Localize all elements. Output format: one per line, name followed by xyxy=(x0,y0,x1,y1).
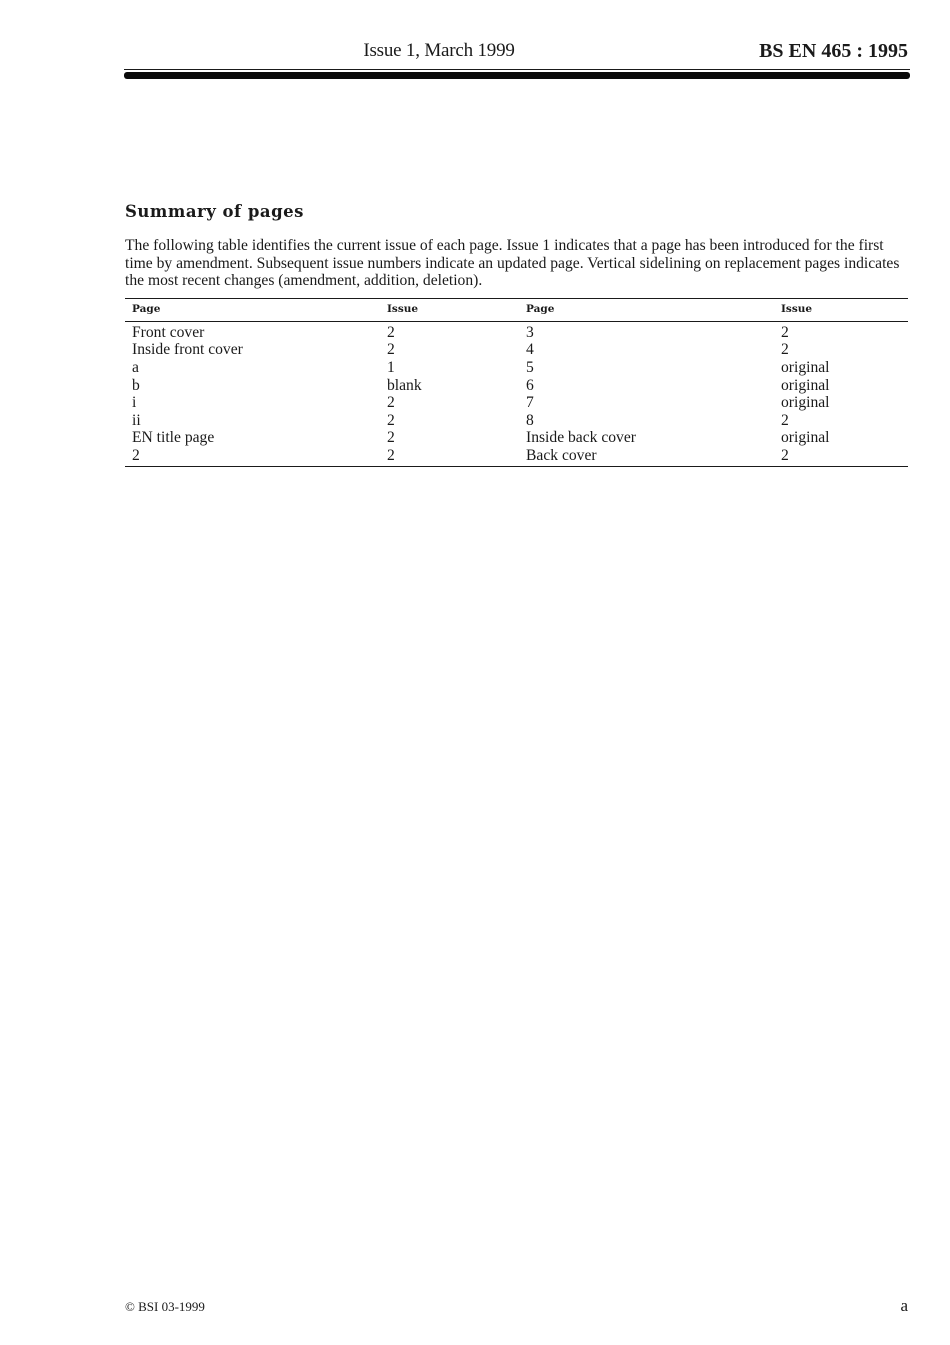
table-cell: 8 xyxy=(526,411,534,429)
summary-section xyxy=(125,202,908,467)
table-row xyxy=(125,447,908,466)
table-cell: 7 xyxy=(526,394,534,412)
table-cell: 2 xyxy=(781,341,789,359)
intro-paragraph: The following table identifies the current issue of each page. Issue 1 indicates that a page has been introduced for the first time by amendment. Subsequent issue numbers indicate an updated page. Vertical sidelining on replacement pages indicates the most recent changes (amendment, addition, deletion). xyxy=(125,237,900,290)
table-cell: 1 xyxy=(387,358,395,376)
table-cell: 2 xyxy=(387,429,395,447)
table-cell: original xyxy=(781,429,830,447)
table-cell: 6 xyxy=(526,376,534,394)
summary-table xyxy=(125,298,908,467)
header-standard-number: BS EN 465 : 1995 xyxy=(759,40,908,62)
table-cell: 3 xyxy=(526,323,534,341)
footer-page-label: a xyxy=(900,1296,908,1315)
table-row xyxy=(125,412,908,430)
table-row xyxy=(125,359,908,377)
table-row xyxy=(125,341,908,359)
header-issue-2: Issue xyxy=(774,298,908,321)
header-issue-1: Issue xyxy=(380,298,519,321)
table-cell: 5 xyxy=(526,358,534,376)
table-row xyxy=(125,429,908,447)
table-cell: 2 xyxy=(774,447,908,466)
table-cell: ii xyxy=(132,411,141,429)
table-row xyxy=(125,394,908,412)
table-cell: Inside back cover xyxy=(526,429,636,447)
header-thick-rule xyxy=(124,72,910,79)
table-cell: 2 xyxy=(387,323,395,341)
table-cell: b xyxy=(132,376,140,394)
table-cell: 2 xyxy=(781,411,789,429)
header-page-2: Page xyxy=(519,298,774,321)
table-cell: original xyxy=(781,394,830,412)
table-cell: original xyxy=(781,376,830,394)
table-cell: 2 xyxy=(781,323,789,341)
table-cell: 2 xyxy=(387,394,395,412)
table-cell: 2 xyxy=(387,411,395,429)
header-thin-rule xyxy=(124,69,910,70)
table-row xyxy=(125,321,908,341)
table-cell: 4 xyxy=(526,341,534,359)
table-cell: a xyxy=(132,358,139,376)
header-issue: Issue 1, March 1999 xyxy=(363,40,515,61)
footer-copyright: © BSI 03-1999 xyxy=(125,1299,205,1314)
table-cell: 2 xyxy=(380,447,519,466)
table-cell: i xyxy=(132,394,137,412)
header-page-1: Page xyxy=(125,298,380,321)
table-header-row xyxy=(125,298,908,321)
table-cell: EN title page xyxy=(132,429,215,447)
table-cell: blank xyxy=(387,376,422,394)
table-cell: 2 xyxy=(125,447,380,466)
table-cell: Front cover xyxy=(132,323,205,341)
table-cell: Inside front cover xyxy=(132,341,243,359)
table-row xyxy=(125,377,908,395)
table-cell: 2 xyxy=(387,341,395,359)
section-title: Summary of pages xyxy=(125,202,304,221)
table-cell: Back cover xyxy=(519,447,774,466)
table-cell: original xyxy=(781,358,830,376)
